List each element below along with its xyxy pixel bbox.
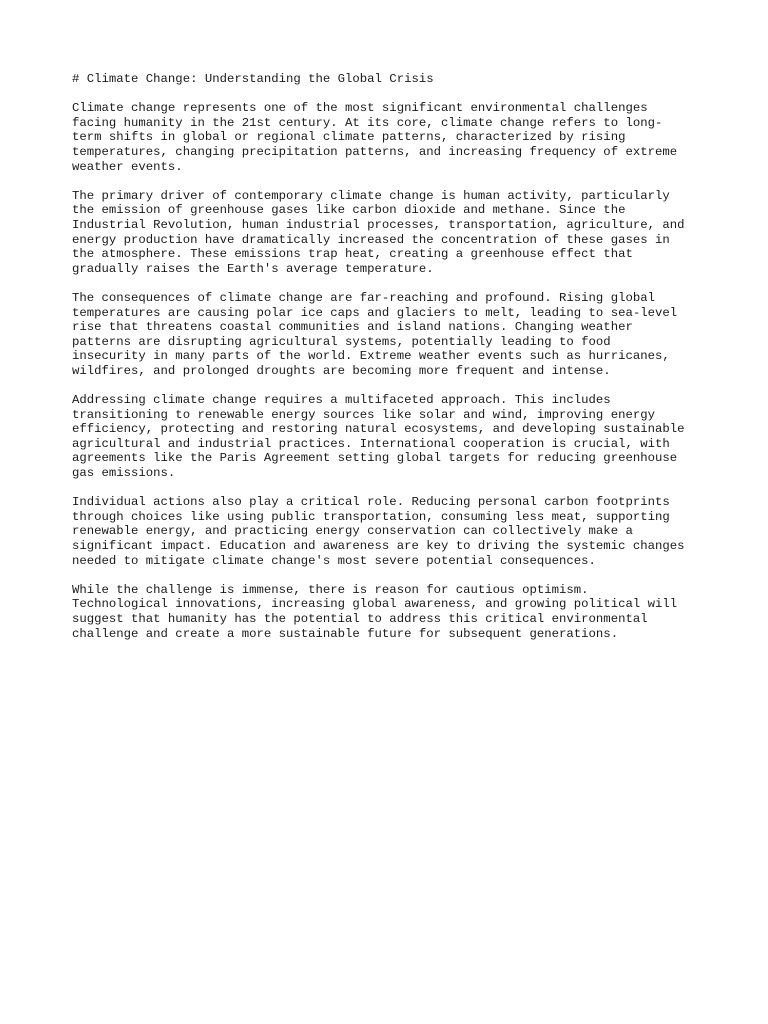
paragraph-consequences: The consequences of climate change are far-reaching and profound. Rising global temperatures are causing polar ice caps and glaciers to melt, leading to sea-level rise that threatens coastal communities and island nations. Changing weather patterns are disrupting agricultural systems, potentially leading to food insecurity in many parts of the world. Extreme weather events such as hurricanes, wildfires, and prolonged droughts are becoming more frequent and intense. — [72, 290, 678, 378]
paragraph-individual-actions: Individual actions also play a critical role. Reducing personal carbon footprints through choices like using public transportation, consuming less meat, supporting renewable energy, and practicing energy conservation can collectively make a significant impact. Education and awareness are key to driving the systemic changes needed to mitigate climate change's most severe potential consequences. — [72, 495, 685, 568]
paragraph-conclusion: While the challenge is immense, there is reason for cautious optimism. Technological innovations, increasing global awareness, and growing political will suggest that humanity has the potential to address this critical environmental challenge and create a more sustainable future for subsequent generations. — [72, 582, 678, 641]
document-title: # Climate Change: Understanding the Global Crisis — [72, 72, 434, 86]
paragraph-intro: Climate change represents one of the most significant environmental challenges facing humanity in the 21st century. At its core, climate change refers to long- term shifts in global or regional climate patterns, characterized by rising temperatures, changing precipitation patterns, and increasing frequency of extreme weather events. — [72, 101, 678, 174]
document-page — [72, 72, 712, 656]
paragraph-drivers: The primary driver of contemporary climate change is human activity, particularly the emission of greenhouse gases like carbon dioxide and methane. Since the Industrial Revolution, human industrial processes, transportation, agriculture, and energy production have dramatically increased the concentration of these gases in the atmosphere. These emissions trap heat, creating a greenhouse effect that gradually raises the Earth's average temperature. — [72, 188, 685, 276]
paragraph-solutions: Addressing climate change requires a multifaceted approach. This includes transitioning to renewable energy sources like solar and wind, improving energy efficiency, protecting and restoring natural ecosystems, and developing sustainable agricultural and industrial practices. International cooperation is crucial, with agreements like the Paris Agreement setting global targets for reducing greenhouse gas emissions. — [72, 393, 685, 481]
